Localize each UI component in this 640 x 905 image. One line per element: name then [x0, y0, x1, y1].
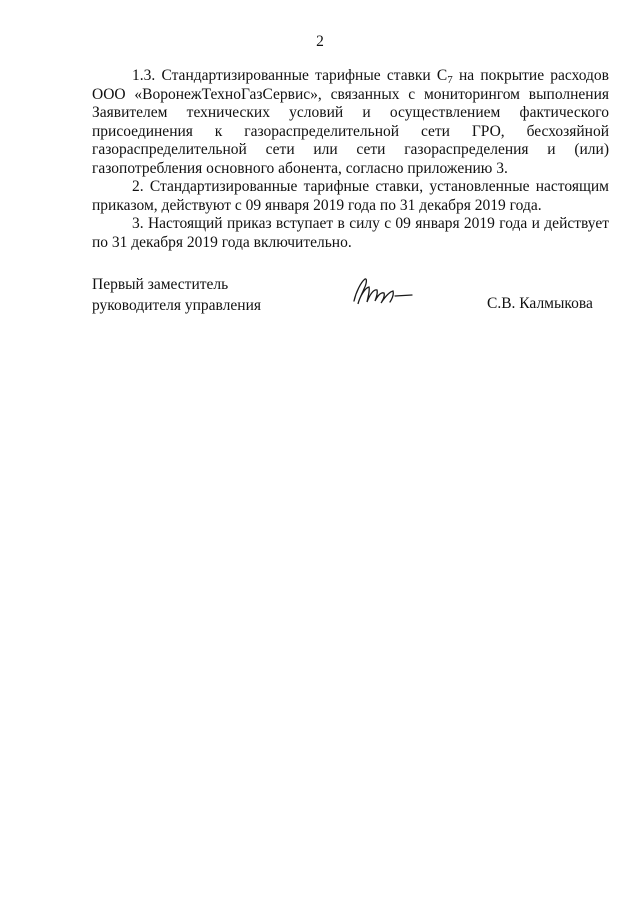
paragraph-1-3-prefix: 1.3. Стандартизированные тарифные ставки С [132, 67, 448, 84]
signatory-name: С.В. Калмыкова [487, 295, 593, 312]
handwritten-signature [348, 274, 418, 314]
signatory-title [92, 274, 261, 316]
page-number: 2 [316, 33, 324, 50]
paragraph-2: 2. Стандартизированные тарифные ставки, установленные настоящим приказом, действуют с 09 января 2019 года по 31 декабря 2019 года. [92, 178, 609, 214]
document-body [92, 67, 609, 252]
paragraph-3: 3. Настоящий приказ вступает в силу с 09 января 2019 года и действует по 31 декабря 2019 года включительно. [92, 215, 609, 251]
signatory-title-line-1: Первый заместитель [92, 276, 229, 293]
signatory-title-line-2: руководителя управления [92, 297, 262, 314]
subscript-7: 7 [447, 74, 453, 86]
paragraph-1-3 [92, 67, 609, 178]
paragraph-1-3-rest: на покрытие расходов ООО «ВоронежТехноГазСервис», связанных с мониторингом выполнения Заявителем технических условий и осуществлением фактического присоединения к газораспределительной сети ГРО, бесхозяйной газораспределительной сети или сети газораспределения и (или) газопотребления основного абонента, согласно приложению 3. [92, 67, 610, 177]
